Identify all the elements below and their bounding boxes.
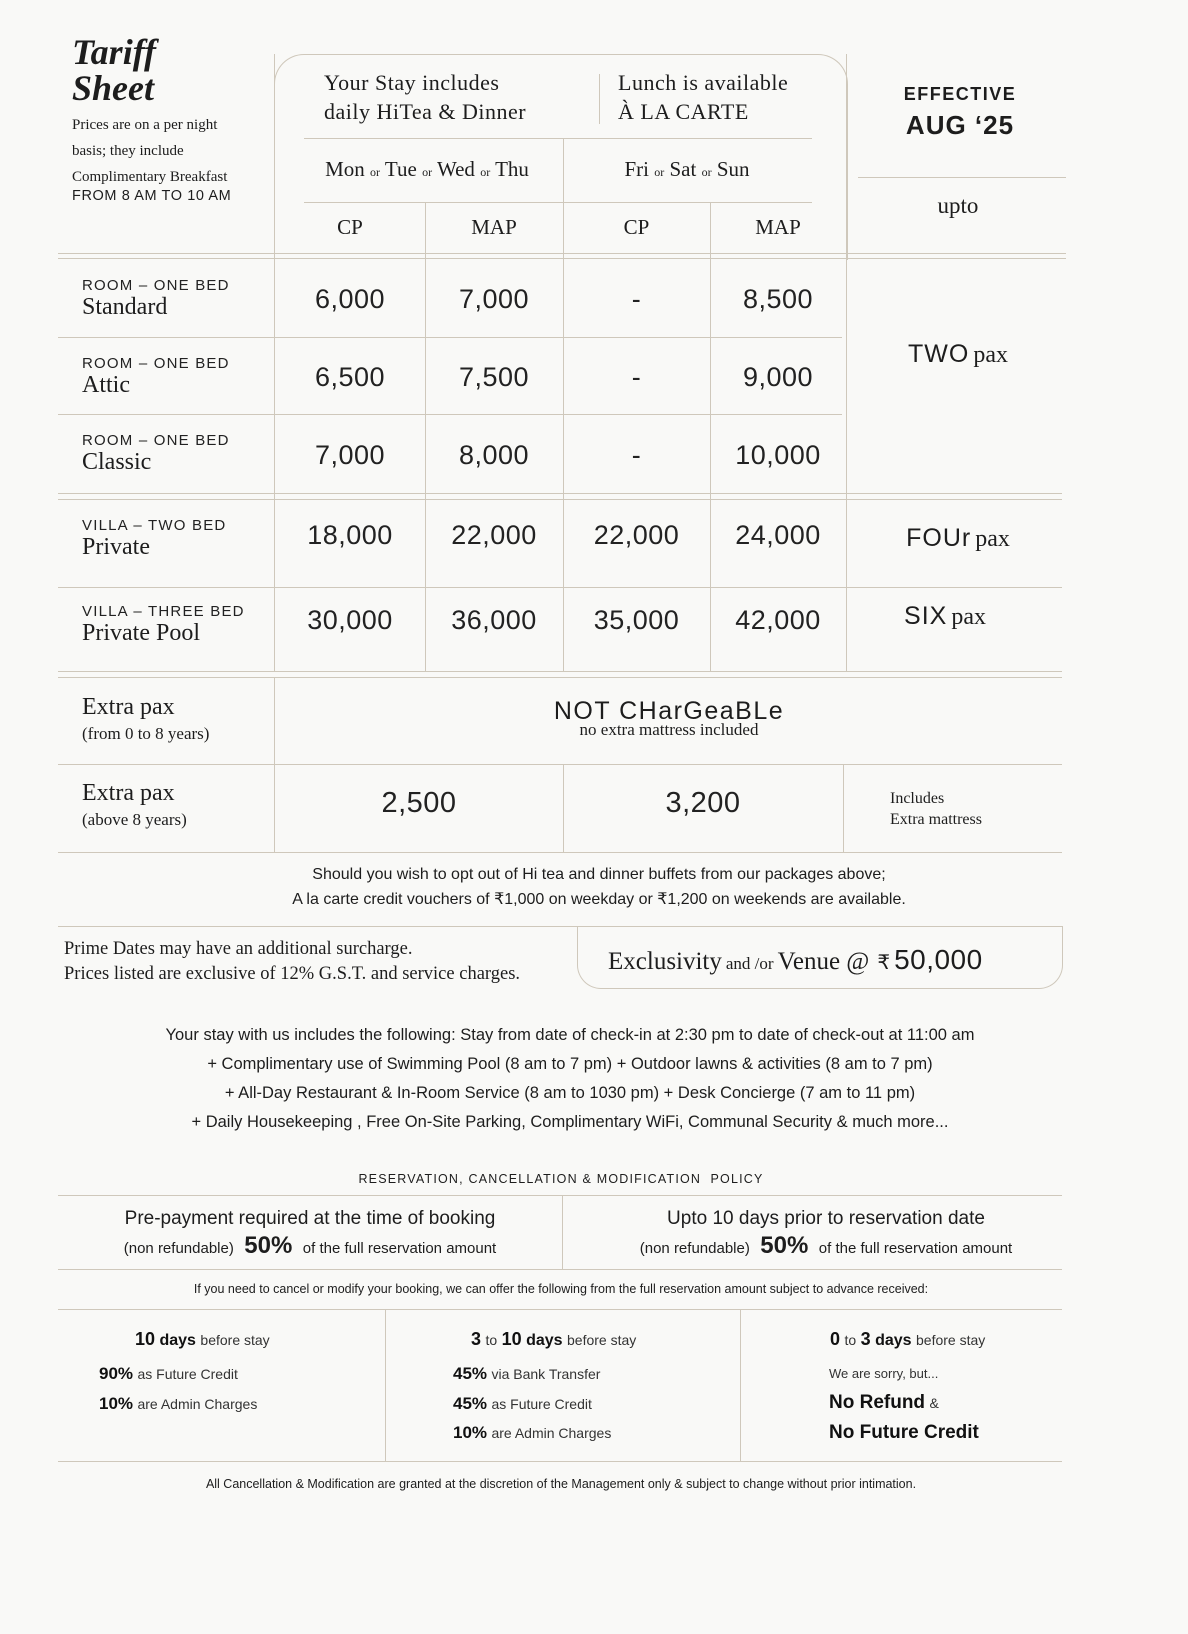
currency-symbol: ₹	[877, 952, 891, 974]
prepayment-heading: Pre-payment required at the time of booking	[124, 1208, 496, 1229]
cancel-window-10-days	[135, 1329, 270, 1350]
days-word: days	[526, 1332, 563, 1349]
divider	[304, 138, 812, 139]
includes-line: Includes	[890, 790, 945, 807]
page-title	[72, 34, 156, 106]
stay-includes	[324, 68, 526, 126]
exclusivity-amount: 50,000	[894, 944, 983, 975]
opt-out-note	[58, 862, 1140, 912]
includes-mattress	[890, 788, 982, 830]
no-future-credit: No Future Credit	[829, 1422, 979, 1443]
room-label-private-pool	[82, 603, 245, 647]
prepayment-pct: 50%	[244, 1232, 293, 1259]
venue-word: Venue @	[777, 948, 870, 975]
extra-pax-label: Extra pax	[82, 694, 175, 720]
occupancy-unit: pax	[973, 342, 1008, 368]
extra-pax-adult	[82, 780, 187, 830]
prepayment-detail	[574, 1232, 1078, 1260]
opt-out-line: Should you wish to opt out of Hi tea and dinner buffets from our packages above;	[312, 866, 886, 883]
occupancy-rooms	[880, 340, 1036, 369]
days-word: days	[159, 1332, 196, 1349]
rate-weekday-map: 7,500	[458, 362, 530, 392]
cancel-window-3-10-days	[471, 1329, 636, 1350]
plan-header: MAP	[471, 215, 517, 239]
divider	[58, 671, 1062, 672]
rate-weekday-cp: 6,500	[314, 362, 386, 392]
opt-out-line: A la carte credit vouchers of ₹1,000 on weekday or ₹1,200 on weekends are available.	[292, 891, 906, 908]
effective-date: AUG ‘25	[905, 110, 1015, 140]
occupancy-unit: pax	[975, 526, 1010, 552]
days-word: days	[875, 1332, 912, 1349]
room-name: Classic	[82, 449, 152, 475]
cancel-pct: 90%	[99, 1364, 134, 1383]
rate-weekday-map: 8,000	[458, 440, 530, 470]
rate-weekday-map: 36,000	[451, 605, 537, 635]
rate-weekend-cp: -	[631, 362, 642, 392]
no-mattress-note: no extra mattress included	[579, 720, 759, 739]
divider	[58, 1309, 1062, 1310]
room-label-standard	[82, 277, 230, 321]
or-text: or	[370, 165, 381, 179]
includes-line: Extra mattress	[890, 811, 982, 828]
header-divider	[599, 74, 600, 124]
divider	[385, 1309, 386, 1461]
stay-details-line: + Complimentary use of Swimming Pool (8 am to 7 pm) + Outdoor lawns & activities (8 am to 7 pm)	[207, 1055, 933, 1073]
stay-includes-line: daily HiTea & Dinner	[324, 99, 527, 124]
prepayment-rest: of the full reservation amount	[818, 1240, 1013, 1257]
prime-dates-note	[64, 937, 520, 987]
rate-weekend-cp: 35,000	[593, 605, 680, 635]
prime-dates-line: Prime Dates may have an additional surcharge.	[64, 939, 413, 959]
amp-text: &	[929, 1395, 939, 1411]
stay-details	[40, 1021, 1100, 1137]
to-text: to	[485, 1332, 498, 1348]
extra-pax-range: (above 8 years)	[82, 810, 187, 829]
exclusivity-word: Exclusivity	[608, 948, 722, 975]
title-line-1: Tariff	[72, 32, 157, 72]
no-refund-text: No Refund	[829, 1392, 926, 1413]
room-label-classic	[82, 432, 230, 476]
divider	[58, 1269, 1062, 1270]
rate-weekend-cp: -	[631, 440, 642, 470]
divider	[58, 253, 1066, 254]
divider	[58, 764, 1062, 765]
prepayment-right	[574, 1208, 1078, 1260]
rate-weekend-map: 8,500	[742, 284, 814, 314]
day-mon: Mon	[325, 157, 365, 181]
breakfast-time: FROM 8 AM TO 10 AM	[72, 188, 232, 204]
room-category: VILLA – THREE BED	[82, 603, 245, 620]
title-line-2: Sheet	[72, 68, 155, 108]
intro-line: basis; they include	[72, 143, 184, 159]
intro-text	[72, 112, 227, 190]
exclusivity-text	[608, 944, 983, 976]
occupancy-villa-three	[880, 602, 1010, 631]
cancel-text: are Admin Charges	[137, 1396, 258, 1412]
divider	[58, 414, 842, 415]
before-stay: before stay	[916, 1332, 986, 1348]
occupancy-unit: pax	[951, 604, 986, 630]
cancel-line	[99, 1364, 238, 1384]
cancel-line	[453, 1364, 600, 1384]
rate-weekday-cp: 30,000	[307, 605, 393, 635]
exclusivity-mid: and /or	[725, 954, 774, 973]
rate-weekday-cp: 6,000	[314, 284, 386, 314]
prepayment-rest: of the full reservation amount	[302, 1240, 497, 1257]
plan-header: CP	[337, 215, 363, 239]
cancel-text: as Future Credit	[137, 1366, 238, 1382]
lunch-line: À LA CARTE	[618, 99, 749, 124]
cancel-line	[453, 1423, 611, 1443]
divider	[562, 1195, 563, 1269]
cancel-pct: 10%	[453, 1423, 488, 1442]
divider	[58, 493, 1062, 494]
or-text: or	[422, 165, 433, 179]
non-refundable: (non refundable)	[123, 1240, 234, 1257]
plan-header: CP	[623, 215, 650, 239]
divider	[710, 202, 711, 672]
cancel-text: as Future Credit	[491, 1396, 592, 1412]
lunch-note	[618, 68, 788, 126]
occupancy-count: SIX	[904, 602, 948, 630]
rate-weekend-map: 10,000	[735, 440, 821, 470]
to-text: to	[844, 1332, 857, 1348]
room-category: ROOM – ONE BED	[82, 432, 230, 449]
divider	[846, 54, 847, 672]
stay-details-line: + All-Day Restaurant & In-Room Service (8 am to 1030 pm) + Desk Concierge (7 am to 11 pm)	[224, 1084, 916, 1102]
or-text: or	[701, 165, 712, 179]
rate-weekday-map: 22,000	[451, 520, 537, 550]
room-name: Private Pool	[82, 620, 200, 646]
cancel-text: via Bank Transfer	[491, 1366, 601, 1382]
divider	[304, 202, 812, 203]
before-stay: before stay	[567, 1332, 637, 1348]
divider	[58, 587, 1062, 588]
day-wed: Wed	[436, 157, 475, 181]
room-category: ROOM – ONE BED	[82, 355, 230, 372]
or-text: or	[654, 165, 665, 179]
divider	[58, 852, 1062, 853]
occupancy-count: FOUr	[906, 524, 972, 552]
cancel-line	[99, 1394, 257, 1414]
rate-weekday-cp: 7,000	[314, 440, 386, 470]
day-thu: Thu	[495, 157, 529, 181]
effective-label: EFFECTIVE	[903, 84, 1017, 104]
divider	[740, 1309, 741, 1461]
policy-title: RESERVATION, CANCELLATION & MODIFICATION POLICY	[358, 1172, 764, 1186]
before-stay: before stay	[200, 1332, 270, 1348]
divider	[58, 1195, 1062, 1196]
room-name: Private	[82, 534, 150, 560]
prepayment-detail	[58, 1232, 562, 1260]
divider	[58, 499, 1062, 500]
cancel-line	[453, 1394, 592, 1414]
divider	[58, 258, 1066, 259]
rate-weekend-map: 42,000	[735, 605, 821, 635]
divider	[563, 202, 564, 672]
occupancy-count: TWO	[908, 340, 970, 368]
prepayment-heading: Upto 10 days prior to reservation date	[667, 1208, 985, 1229]
room-name: Attic	[82, 372, 130, 398]
stay-details-line: Your stay with us includes the following: Stay from date of check-in at 2:30 pm to date of check-out at 11:00 am	[165, 1026, 975, 1044]
cancel-text: are Admin Charges	[491, 1425, 612, 1441]
divider	[58, 677, 1062, 678]
day-sun: Sun	[716, 157, 750, 181]
prime-dates-line: Prices listed are exclusive of 12% G.S.T. and service charges.	[64, 964, 521, 984]
room-category: VILLA – TWO BED	[82, 517, 227, 534]
days-number: 10	[501, 1329, 522, 1349]
extra-pax-label: Extra pax	[82, 780, 175, 806]
room-category: ROOM – ONE BED	[82, 277, 230, 294]
divider	[843, 764, 844, 852]
upto-label: upto	[937, 193, 979, 218]
non-refundable: (non refundable)	[639, 1240, 750, 1257]
prepayment-left	[58, 1208, 562, 1260]
cancel-pct: 45%	[453, 1364, 488, 1383]
weekday-label	[290, 157, 564, 182]
rate-weekday-map: 7,000	[458, 284, 530, 314]
stay-includes-line: Your Stay includes	[324, 70, 500, 95]
extra-adult-weekend: 3,200	[665, 787, 741, 819]
plan-header: MAP	[755, 215, 801, 239]
rate-weekend-map: 24,000	[735, 520, 821, 550]
cancel-intro: If you need to cancel or modify your booking, we can offer the following from the full reservation amount subject to advance received:	[193, 1282, 929, 1296]
stay-details-line: + Daily Housekeeping , Free On-Site Parking, Complimentary WiFi, Communal Security & much more...	[191, 1113, 949, 1131]
extra-adult-weekday: 2,500	[381, 787, 457, 819]
divider	[58, 1461, 1062, 1462]
policy-footer: All Cancellation & Modification are granted at the discretion of the Management only & subject to change without prior intimation.	[205, 1477, 917, 1491]
rate-weekend-cp: -	[631, 284, 642, 314]
cancel-window-0-3-days	[830, 1329, 985, 1350]
intro-line: Prices are on a per night	[72, 117, 218, 133]
prepayment-pct: 50%	[760, 1232, 809, 1259]
day-tue: Tue	[384, 157, 417, 181]
rate-weekend-map: 9,000	[742, 362, 814, 392]
days-number: 10	[135, 1329, 156, 1349]
divider	[58, 337, 842, 338]
day-fri: Fri	[624, 157, 649, 181]
room-label-private	[82, 517, 226, 561]
room-label-attic	[82, 355, 230, 399]
cancel-pct: 45%	[453, 1394, 488, 1413]
weekend-label	[564, 157, 810, 182]
days-number: 3	[860, 1329, 871, 1349]
not-chargeable: NOT CHarGeaBLe	[553, 697, 785, 725]
rate-weekday-cp: 18,000	[307, 520, 393, 550]
days-number: 0	[830, 1329, 841, 1349]
room-name: Standard	[82, 294, 168, 320]
days-number: 3	[471, 1329, 482, 1349]
sorry-text: We are sorry, but...	[829, 1366, 939, 1381]
divider	[858, 177, 1066, 178]
cancel-pct: 10%	[99, 1394, 134, 1413]
no-refund	[829, 1392, 939, 1414]
intro-line: Complimentary Breakfast	[72, 169, 228, 185]
divider	[425, 202, 426, 672]
extra-pax-child	[82, 694, 209, 744]
occupancy-villa-two	[880, 524, 1036, 553]
lunch-line: Lunch is available	[618, 70, 789, 95]
or-text: or	[480, 165, 491, 179]
rate-weekend-cp: 22,000	[593, 520, 680, 550]
divider	[274, 54, 275, 672]
extra-pax-range: (from 0 to 8 years)	[82, 724, 210, 743]
day-sat: Sat	[669, 157, 697, 181]
